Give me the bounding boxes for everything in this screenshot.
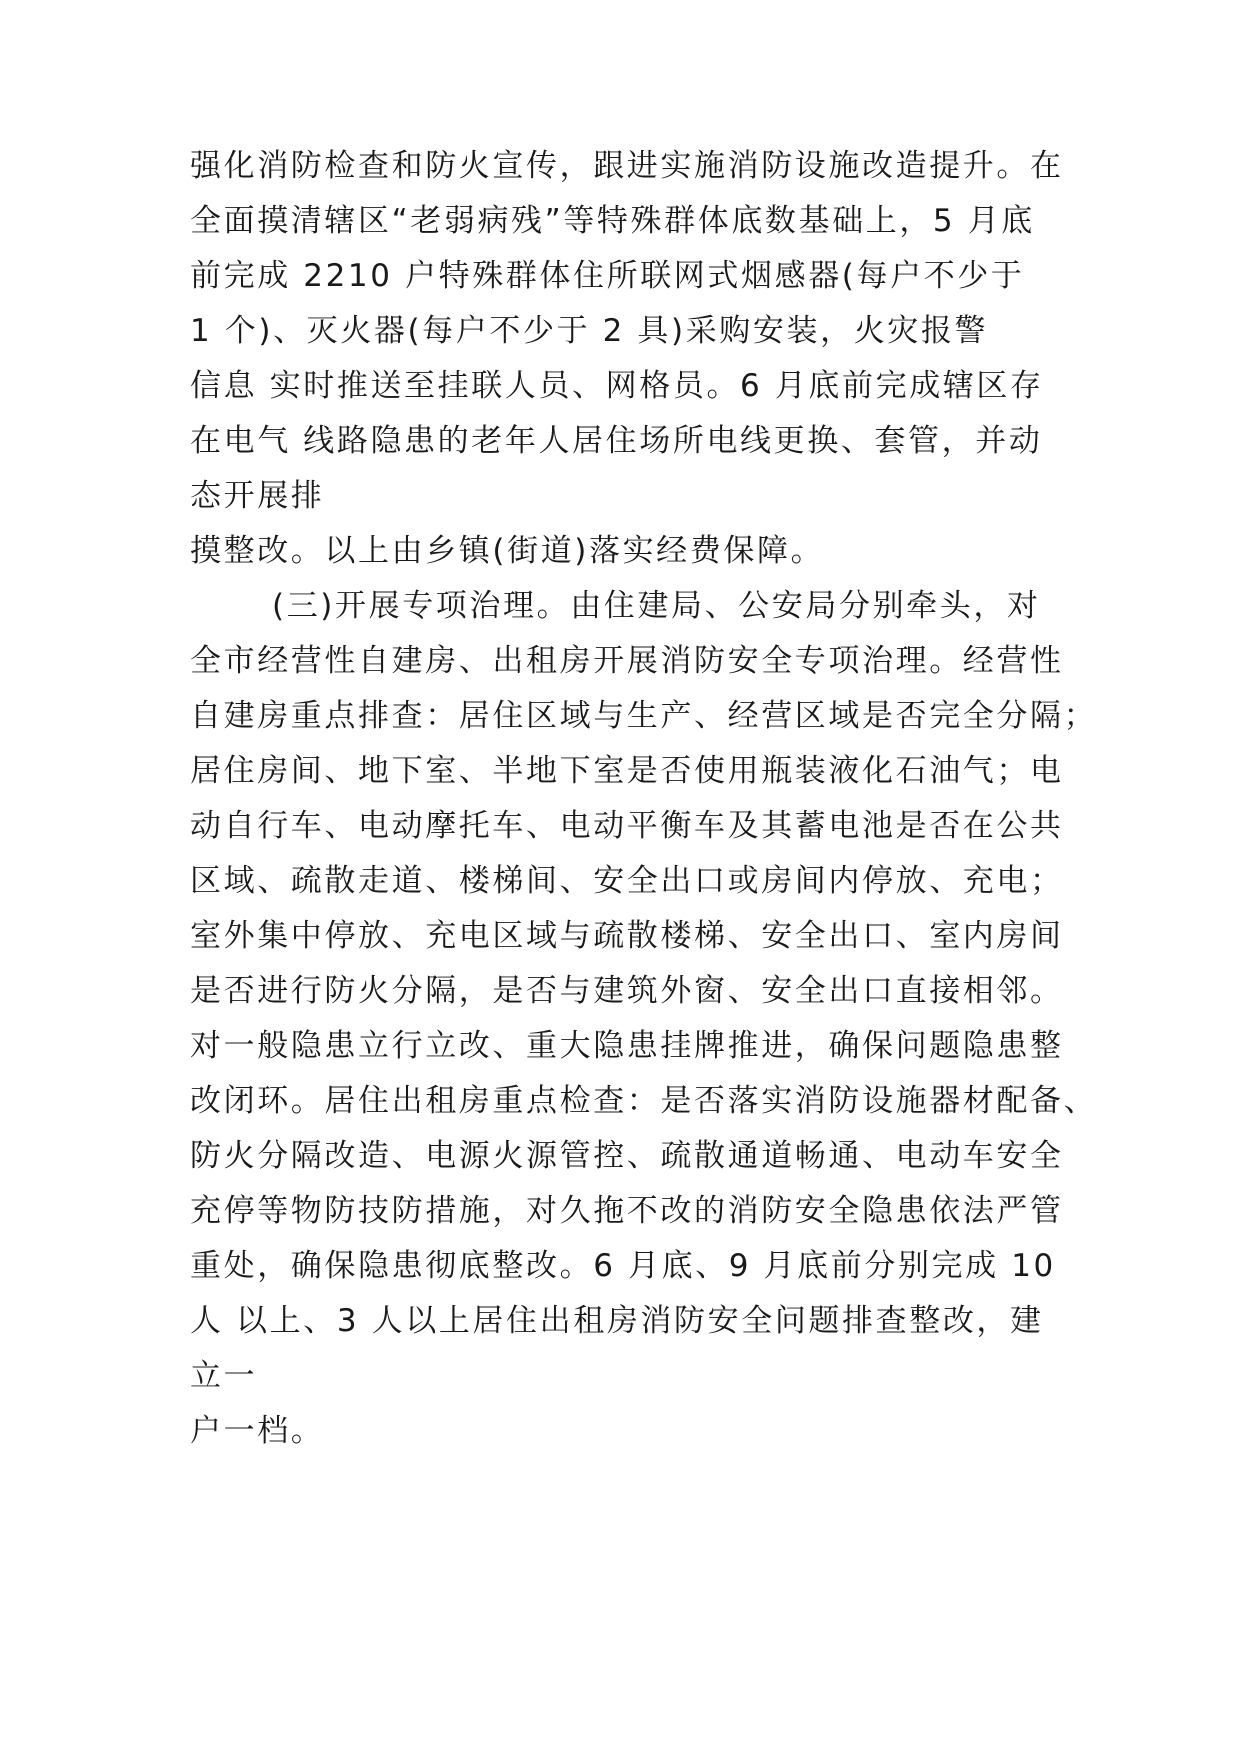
body-text-line: 是否进行防火分隔，是否与建筑外窗、安全出口直接相邻。 [190,973,1064,1009]
body-text-line: 立一 [190,1358,258,1394]
body-text-line: 在电气 线路隐患的老年人居住场所电线更换、套管，并动 [190,423,1043,459]
body-text-line: 信息 实时推送至挂联人员、网格员。6 月底前完成辖区存 [190,368,1044,404]
body-text-line: 改闭环。居住出租房重点检查：是否落实消防设施器材配备、 [190,1083,1098,1119]
body-text-line: 自建房重点排查：居住区域与生产、经营区域是否完全分隔； [190,698,1098,734]
body-text-line: 摸整改。以上由乡镇(街道)落实经费保障。 [190,533,825,569]
body-text-line: 动自行车、电动摩托车、电动平衡车及其蓄电池是否在公共 [190,808,1064,844]
body-text-line: 区域、疏散走道、楼梯间、安全出口或房间内停放、充电； [190,863,1064,899]
body-text-line: 居住房间、地下室、半地下室是否使用瓶装液化石油气；电 [190,753,1064,789]
body-text-line: 人 以上、3 人以上居住出租房消防安全问题排查整改，建 [190,1303,1044,1339]
section-heading-line: (三)开展专项治理。由住建局、公安局分别牵头，对 [272,588,1041,624]
body-text-line: 充停等物防技防措施，对久拖不改的消防安全隐患依法严管 [190,1193,1064,1229]
body-text-line: 防火分隔改造、电源火源管控、疏散通道畅通、电动车安全 [190,1138,1064,1174]
body-text-line: 对一般隐患立行立改、重大隐患挂牌推进，确保问题隐患整 [190,1028,1064,1064]
body-text-line: 全面摸清辖区“老弱病残”等特殊群体底数基础上，5 月底 [190,203,1035,239]
body-text-line: 前完成 2210 户特殊群体住所联网式烟感器(每户不少于 [190,258,1025,294]
body-text-line: 态开展排 [190,478,325,514]
body-text-line: 户一档。 [190,1413,325,1449]
body-text-line: 强化消防检查和防火宣传，跟进实施消防设施改造提升。在 [190,148,1064,184]
body-text-line: 室外集中停放、充电区域与疏散楼梯、安全出口、室内房间 [190,918,1064,954]
body-text-line: 全市经营性自建房、出租房开展消防安全专项治理。经营性 [190,643,1064,679]
body-text-line: 重处，确保隐患彻底整改。6 月底、9 月底前分别完成 10 [190,1248,1056,1284]
body-text-line: 1 个)、灭火器(每户不少于 2 具)采购安装，火灾报警 [190,313,989,349]
